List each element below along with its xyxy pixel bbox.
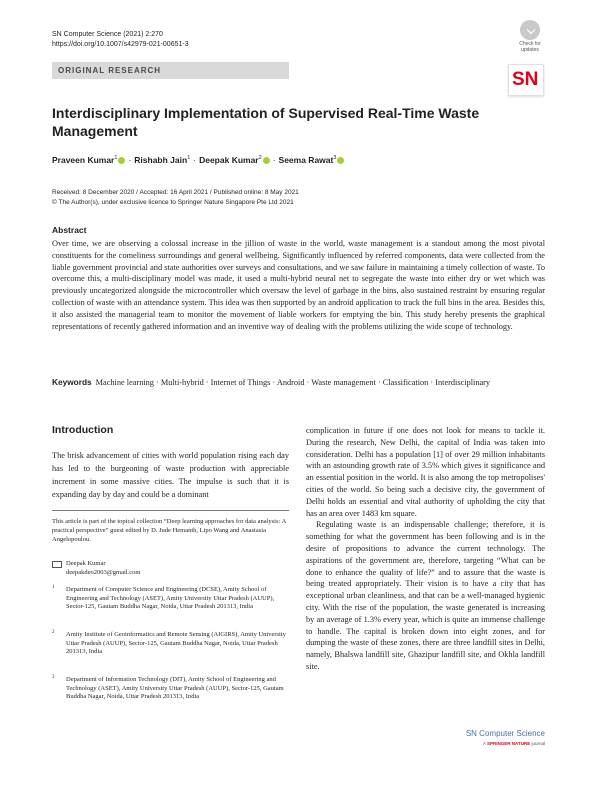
publisher-prefix: A [483, 741, 486, 746]
topical-collection-note: This article is part of the topical collection “Deep learning approaches for data analysis: A practical perspective” guest edited by D. Jude Hemanth, Lipo Wang and Anastasia Angelopoulou. [52, 518, 286, 543]
corresponding-author-name: Deepak Kumar [66, 560, 106, 567]
section-band [52, 62, 289, 79]
author-affiliation-mark: 3 [333, 155, 337, 162]
orcid-icon[interactable] [337, 157, 344, 164]
check-for-updates-badge[interactable] [512, 20, 548, 53]
author-name[interactable]: Seema Rawat [278, 155, 334, 165]
author-affiliation-mark: 1 [187, 155, 191, 162]
corresponding-author [52, 559, 140, 577]
publication-dates: Received: 8 December 2020 / Accepted: 16 April 2021 / Published online: 8 May 2021 [52, 189, 299, 196]
orcid-icon[interactable] [118, 157, 125, 164]
keywords-list: Machine learning · Multi-hybrid · Internet of Things · Android · Waste management · Classification · Interdisciplinary [95, 378, 491, 387]
keywords [52, 376, 545, 389]
abstract-text: Over time, we are observing a colossal increase in the jillion of waste in the world, waste management is a standout among the most pivotal constituents for the comeliness surroundings and general wellbeing. Significantly influenced by referred components, data were collected from the liable government provincial and state authorities over surveys and consultations, and we saw failure in maintaining a timely collection of waste. To overcome this, a multi-disciplinary model was made, it used a multi-hybrid neural net to segregate the waste into either dry or wet which was previously uncategorized alongside the microcontroller which oversaw the level of garbage in the bins, also sustained restraint by ensuring regular collection of waste with an attendance system. This idea was then supported by an android application to track the full bins in the area. Besides this, it also assisted the managerial team to monitor the movement of liable workers for emptying the bin. This study hereby presents the graphical representations of recently gathered information and an inventive way of dealing with the problems utilizing the wide scope of technology. [52, 239, 545, 331]
sn-logo-text: SN [512, 69, 539, 90]
keywords-heading: Keywords [52, 377, 92, 387]
publisher-suffix: journal [531, 741, 545, 746]
doi-link[interactable]: https://doi.org/10.1007/s42979-021-00651-3 [52, 41, 189, 48]
corresponding-author-email[interactable]: deepakdeo2003@gmail.com [66, 569, 141, 576]
journal-citation: SN Computer Science (2021) 2:270 [52, 31, 163, 38]
abstract-heading: Abstract [52, 225, 87, 235]
affiliation [52, 631, 289, 657]
affiliation [52, 676, 289, 702]
affiliation [52, 586, 289, 612]
affiliation-number: 2 [52, 630, 55, 635]
publisher-brand: SPRINGER NATURE [487, 741, 531, 746]
body-paragraph: complication in future if one does not look for means to tackle it. During the research, New Delhi, the capital of India was taken into consideration. Delhi has a population [1] of over 29 million inhabitants with an astounding growth rate of 3.5% which gives it significance and an essential position in the world. It is also among the top metropolises' cities of the world. So being such a decisive city, the government of Delhi holds an essential and vital authority of upholding the city that has an area over 1483 km square. [306, 426, 545, 518]
publication-history [52, 188, 299, 208]
affiliation-text: Department of Information Technology (DIT), Amity School of Engineering and Technology (ASET), Amity University Uttar Pradesh (AUUP), Sector-125, Gautam Buddha Nagar, Noida, Uttar Pradesh 201313, India [66, 676, 284, 701]
journal-reference [52, 30, 189, 50]
sn-logo [508, 64, 544, 96]
copyright-line: © The Author(s), under exclusive licence to Springer Nature Singapore Pte Ltd 2021 [52, 199, 294, 206]
author-name[interactable]: Deepak Kumar [199, 155, 259, 165]
footnote-divider [52, 510, 289, 511]
introduction-heading: Introduction [52, 424, 114, 436]
introduction-left-text: The brisk advancement of cities with world population rising each day has led to the burgeoning of waste production with appreciable increment in some massive cities. The impulse is such that it is expanding day by day and could be a dominant [52, 451, 289, 499]
check-updates-icon [520, 20, 540, 40]
affiliation-number: 3 [52, 675, 55, 680]
article-title: Interdisciplinary Implementation of Supervised Real-Time Waste Management [52, 105, 480, 139]
orcid-icon[interactable] [263, 157, 270, 164]
author-separator: · [128, 155, 132, 165]
affiliation-text: Department of Computer Science and Engineering (DCSE), Amity School of Engineering and Technology (ASET), Amity University Uttar Pradesh (AUUP), Sector-125, Gautam Buddha Nagar, Noida, Uttar Pradesh 201313, India [66, 586, 275, 611]
check-updates-label: Check for updates [519, 41, 541, 53]
author-affiliation-mark: 1 [114, 155, 118, 162]
body-paragraph: Regulating waste is an indispensable challenge; therefore, it is something for what the government has been following and is in the desire of propositions to advance the current technology. The aspirations of the government are, therefore, targeting “What can be done to enhance the quality of life?” and to assure that the waste is being treated appropriately. Their vision is to have a city that has exceptional urban cleanliness, and that can be a well-managed hygienic city. With the rise of the population, the waste generated is increasing by an average of 1.3% every year, which is quite an immense challenge to handle. The capital is broken down into eight zones, and for dumping the waste of these zones, there are three landfill sites in Delhi, namely, Bhalswa landfill site, Ghazipur landfill site, and Okhla landfill site. [306, 520, 545, 671]
affiliation-text: Amity Institute of Geoinformatics and Remote Sensing (AIGIRS), Amity University Uttar Pradesh (AUUP), Sector-125, Gautam Buddha Nagar, Noida, Uttar Pradesh 201313, India [66, 631, 286, 656]
author-name[interactable]: Rishabh Jain [134, 155, 188, 165]
author-name[interactable]: Praveen Kumar [52, 155, 115, 165]
author-separator: · [193, 155, 197, 165]
affiliation-number: 1 [52, 585, 55, 590]
author-list [52, 155, 344, 165]
envelope-icon [52, 561, 62, 568]
author-separator: · [272, 155, 276, 165]
introduction-right-column [306, 425, 545, 673]
author-affiliation-mark: 2 [258, 155, 262, 162]
footer-publisher-line [440, 741, 545, 746]
section-label: ORIGINAL RESEARCH [58, 66, 162, 75]
footer-journal-name: SN Computer Science [465, 729, 545, 738]
